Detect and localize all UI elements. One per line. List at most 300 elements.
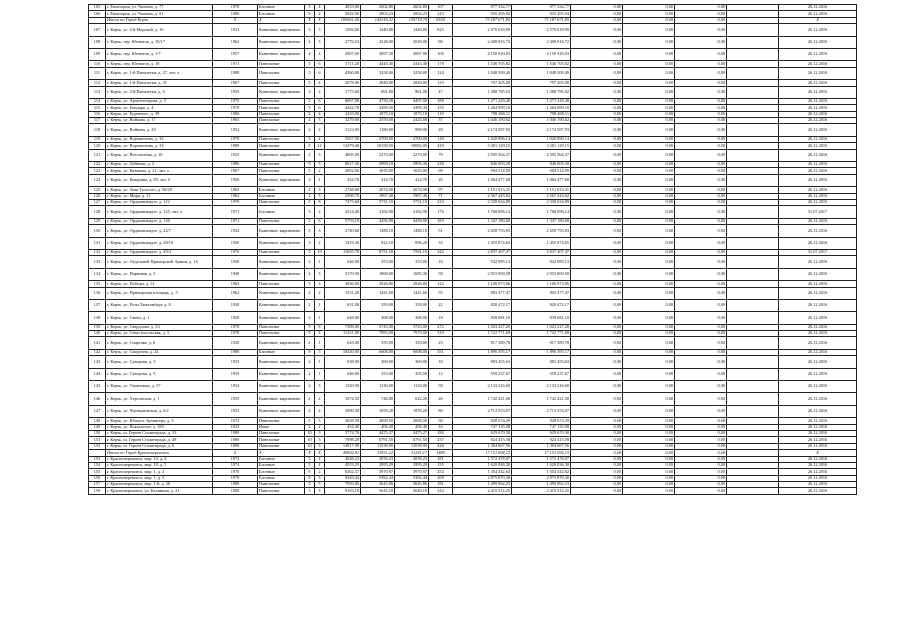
row-number: 149: [89, 424, 106, 430]
date-cell: 26.12.2016: [779, 80, 857, 86]
address-cell: г. Керчь, ул. Сморгина, д. 24: [106, 349, 213, 355]
housing-registry-table: [88, 4, 857, 495]
cost-total-cell: 1 064 477,68: [453, 174, 512, 186]
year-cell: 1934: [213, 225, 258, 237]
table-row: [89, 86, 857, 98]
floors-cell: 9: [305, 469, 315, 475]
entrances-cell: 4: [315, 405, 325, 417]
zero-col-1-cell: 0,00: [571, 11, 623, 17]
total-area-cell: 1775,00: [325, 86, 361, 98]
floors-cell: 2: [305, 256, 315, 268]
entrances-cell: 4: [315, 456, 325, 462]
date-cell: 26.12.2016: [779, 469, 857, 475]
living-area-cell: 3258,00: [361, 67, 395, 79]
wall-material-cell: Блочные: [258, 456, 305, 462]
zero-col-1-cell: 0,00: [571, 199, 623, 205]
address-cell: г. Керчь, ул. Чернышевская, д. 6/2: [106, 405, 213, 417]
residential-area-cell: 31241,17: [395, 450, 429, 456]
residents-cell: 269: [429, 475, 453, 481]
entrances-cell: 4: [315, 5, 325, 11]
zero-col-2-cell: 0,00: [623, 36, 675, 48]
address-cell: г. Керчь, ул. 1-й Пятилетки, д. 31: [106, 80, 213, 86]
address-cell: г. Керчь, пер. Юннатов, д. 10/17: [106, 36, 213, 48]
living-area-cell: 5743,00: [361, 324, 395, 330]
cost-total-cell: 928 674,39: [453, 418, 512, 424]
floors-cell: 5: [305, 218, 315, 224]
residential-area-cell: 6791,50: [395, 437, 429, 443]
floors-cell: 2: [305, 381, 315, 393]
cost-fund-cell: 1 572 478,07: [512, 456, 571, 462]
cost-fund-cell: 2 953 869,58: [512, 268, 571, 280]
residents-cell: 71: [429, 193, 453, 199]
zero-col-2-cell: 0,00: [623, 418, 675, 424]
cost-total-cell: 1 388 785,92: [453, 86, 512, 98]
date-cell: 26.12.2016: [779, 174, 857, 186]
row-number: 127: [89, 199, 106, 205]
zero-col-1-cell: 0,00: [571, 17, 623, 23]
year-cell: 1986: [213, 11, 258, 17]
address-cell: г. Красноперекопск, ул. Калинина, д. 21: [106, 488, 213, 494]
residential-area-cell: 3182,90: [395, 206, 429, 218]
zero-col-2-cell: 0,00: [623, 356, 675, 368]
zero-col-3-cell: 0,00: [675, 337, 727, 349]
zero-col-2-cell: 0,00: [623, 24, 675, 36]
row-number: 117: [89, 118, 106, 124]
cost-total-cell: 942 985,13: [453, 256, 512, 268]
living-area-cell: 6791,50: [361, 437, 395, 443]
table-row: [89, 36, 857, 48]
total-area-cell: 9163,18: [325, 488, 361, 494]
entrances-cell: 1: [315, 299, 325, 311]
address-cell: г. Керчь, ул. Дейнеки, д. 2: [106, 162, 213, 168]
table-row: [89, 368, 857, 380]
zero-col-1-cell: 0,00: [571, 405, 623, 417]
zero-col-3-cell: 0,00: [675, 381, 727, 393]
zero-col-3-cell: 0,00: [675, 430, 727, 436]
floors-cell: 5: [305, 281, 315, 287]
cost-total-cell: 798 468,11: [453, 111, 512, 117]
floors-cell: 5: [305, 249, 315, 255]
year-cell: 1963: [213, 281, 258, 287]
zero-col-2-cell: 0,00: [623, 405, 675, 417]
residential-area-cell: 2995,29: [395, 462, 429, 468]
total-area-cell: 3170,90: [325, 268, 361, 280]
floors-cell: 4: [305, 48, 315, 60]
entrances-cell: 6: [315, 105, 325, 111]
entrances-cell: 3: [315, 268, 325, 280]
wall-material-cell: Каменные, кирпичные: [258, 393, 305, 405]
total-area-cell: 4033,29: [325, 462, 361, 468]
cost-total-cell: 1 499 962,23: [453, 482, 512, 488]
cost-fund-cell: 839 681,10: [512, 312, 571, 324]
row-number: 154: [89, 462, 106, 468]
cost-total-cell: 2 408 816,72: [453, 36, 512, 48]
floors-cell: 5: [305, 136, 315, 142]
row-number: 134: [89, 268, 106, 280]
residential-area-cell: 2049,00: [395, 36, 429, 48]
entrances-cell: 1: [315, 356, 325, 368]
wall-material-cell: Панельные: [258, 111, 305, 117]
zero-col-2-cell: 0,00: [623, 86, 675, 98]
cost-total-cell: 2 330 634,89: [453, 199, 512, 205]
zero-col-3-cell: 0,00: [675, 312, 727, 324]
cost-total-cell: 2 953 869,58: [453, 268, 512, 280]
cost-total-cell: 747 135,08: [453, 424, 512, 430]
table-row: [89, 356, 857, 368]
year-cell: 1967: [213, 168, 258, 174]
residential-area-cell: 1859,20: [395, 405, 429, 417]
residential-area-cell: 896,20: [395, 237, 429, 249]
cost-fund-cell: 797 205,08: [512, 80, 571, 86]
total-area-cell: 3123,00: [325, 124, 361, 136]
total-area-cell: 8617,30: [325, 162, 361, 168]
row-number: 110: [89, 61, 106, 67]
cost-fund-cell: 1 048 509,49: [512, 67, 571, 79]
zero-col-3-cell: 0,00: [675, 488, 727, 494]
residents-cell: 155: [429, 462, 453, 468]
cost-total-cell: 977 334,77: [453, 5, 512, 11]
wall-material-cell: Каменные, кирпичные: [258, 337, 305, 349]
floors-cell: 2: [305, 356, 315, 368]
entrances-cell: 3: [315, 430, 325, 436]
address-cell: г. Керчь, ул. Войкова, д. 29: [106, 124, 213, 136]
residents-cell: 107: [429, 5, 453, 11]
zero-col-1-cell: 0,00: [571, 437, 623, 443]
date-cell: 26.12.2016: [779, 430, 857, 436]
row-number: 128: [89, 206, 106, 218]
cost-fund-cell: 2 408 816,72: [512, 36, 571, 48]
date-cell: 26.12.2016: [779, 331, 857, 337]
zero-col-2-cell: 0,00: [623, 312, 675, 324]
wall-material-cell: Каменные, кирпичные: [258, 24, 305, 36]
living-area-cell: 1488,10: [361, 225, 395, 237]
entrances-cell: 2: [315, 393, 325, 405]
address-cell: г. Керчь, ул. Архитекторова, д. 5: [106, 98, 213, 104]
address-cell: г. Керчь, ул. Бондаря, д. 4: [106, 105, 213, 111]
residents-cell: 122: [429, 281, 453, 287]
address-cell: г. Евпатория, ул. Чапаева, д. 81: [106, 11, 213, 17]
total-area-cell: 638,00: [325, 356, 361, 368]
residential-area-cell: 359,00: [395, 337, 429, 349]
cost-fund-cell: 3 281 129,15: [512, 143, 571, 149]
zero-col-1-cell: 0,00: [571, 67, 623, 79]
living-area-cell: 1180,00: [361, 124, 395, 136]
address-cell: г. Керчь, ул. Суворова, д. 3: [106, 356, 213, 368]
zero-col-1-cell: 0,00: [571, 118, 623, 124]
address-cell: г. Красноперекопск, мкр. 1, д. 5: [106, 475, 213, 481]
total-area-cell: 4033,90: [325, 5, 361, 11]
row-number: 137: [89, 299, 106, 311]
cost-fund-cell: 846 003,30: [512, 162, 571, 168]
residential-area-cell: 159718,70: [395, 17, 429, 23]
zero-col-3-cell: 0,00: [675, 61, 727, 67]
cost-fund-cell: 1 264 999,10: [512, 105, 571, 111]
living-area-cell: 746,80: [361, 393, 395, 405]
zero-col-3-cell: 0,00: [675, 324, 727, 330]
floors-cell: 2: [305, 299, 315, 311]
table-row: [89, 67, 857, 79]
zero-col-1-cell: 0,00: [571, 174, 623, 186]
residential-area-cell: 303,50: [395, 368, 429, 380]
zero-col-2-cell: 0,00: [623, 368, 675, 380]
date-cell: 26.12.2016: [779, 136, 857, 142]
wall-material-cell: Панельные: [258, 430, 305, 436]
year-cell: 1953: [213, 405, 258, 417]
date-cell: 26.12.2016: [779, 11, 857, 17]
total-area-cell: 14917,90: [325, 443, 361, 449]
residents-cell: 155: [429, 105, 453, 111]
row-number: 109: [89, 48, 106, 60]
blank-cell: [727, 405, 779, 417]
row-number: 153: [89, 456, 106, 462]
residents-cell: 254: [429, 469, 453, 475]
cost-total-cell: 1 151 913,31: [453, 187, 512, 193]
date-cell: 26.12.2016: [779, 287, 857, 299]
date-cell: 26.12.2016: [779, 381, 857, 393]
date-cell: 26.12.2016: [779, 437, 857, 443]
entrances-cell: 5: [315, 482, 325, 488]
zero-col-1-cell: 0,00: [571, 418, 623, 424]
residential-area-cell: 2074,90: [395, 187, 429, 193]
zero-col-1-cell: 0,00: [571, 450, 623, 456]
year-cell: 1948: [213, 268, 258, 280]
entrances-cell: 8: [315, 324, 325, 330]
residential-area-cell: 861,00: [395, 86, 429, 98]
year-cell: 1955: [213, 149, 258, 161]
wall-material-cell: Панельные: [258, 249, 305, 255]
zero-col-3-cell: 0,00: [675, 450, 727, 456]
row-number: 129: [89, 218, 106, 224]
year-cell: 1962: [213, 287, 258, 299]
cost-total-cell: 2 133 216,60: [453, 381, 512, 393]
cost-fund-cell: 1 768 096,14: [512, 206, 571, 218]
row-number: 140: [89, 331, 106, 337]
cost-fund-cell: 747 135,08: [512, 424, 571, 430]
cost-total-cell: 1 347 180,60: [453, 218, 512, 224]
cost-fund-cell: 2 595 564,37: [512, 149, 571, 161]
entrances-cell: 2: [315, 287, 325, 299]
year-cell: 1986: [213, 349, 258, 355]
wall-material-cell: Панельные: [258, 80, 305, 86]
wall-material-cell: Каменные, кирпичные: [258, 256, 305, 268]
wall-material-cell: Панельные: [258, 488, 305, 494]
address-cell: г. Керчь, ул. Орджоникидзе, д. 112: [106, 199, 213, 205]
row-number: 148: [89, 418, 106, 424]
cost-fund-cell: 1 020 896,14: [512, 136, 571, 142]
floors-cell: X: [305, 450, 315, 456]
zero-col-1-cell: 0,00: [571, 149, 623, 161]
total-area-cell: 5842,90: [325, 11, 361, 17]
floors-cell: 2: [305, 393, 315, 405]
zero-col-1-cell: 0,00: [571, 312, 623, 324]
entrances-cell: 4: [315, 136, 325, 142]
cost-total-cell: 3 281 129,15: [453, 143, 512, 149]
address-cell: г. Керчь, ул. Свечи, д. 1: [106, 312, 213, 324]
blank-cell: [727, 299, 779, 311]
zero-col-1-cell: 0,00: [571, 187, 623, 193]
date-cell: 26.12.2016: [779, 281, 857, 287]
row-number: 155: [89, 469, 106, 475]
cost-fund-cell: 883 455,63: [512, 356, 571, 368]
total-area-cell: 643,00: [325, 337, 361, 349]
total-area-cell: 2092,00: [325, 168, 361, 174]
zero-col-3-cell: 0,00: [675, 118, 727, 124]
entrances-cell: 3: [315, 225, 325, 237]
year-cell: 1989: [213, 430, 258, 436]
blank-cell: [727, 256, 779, 268]
zero-col-2-cell: 0,00: [623, 443, 675, 449]
residents-cell: 429: [429, 143, 453, 149]
residents-cell: 69: [429, 168, 453, 174]
living-area-cell: 4456,90: [361, 218, 395, 224]
address-cell: г. Керчь, ул. Орджоникидзе, д. 126: [106, 218, 213, 224]
wall-material-cell: Панельные: [258, 324, 305, 330]
zero-col-1-cell: 0,00: [571, 462, 623, 468]
residential-area-cell: 622,20: [395, 393, 429, 405]
document-page: [88, 4, 856, 495]
residential-area-cell: 6608,00: [395, 349, 429, 355]
year-cell: 1972: [213, 456, 258, 462]
living-area-cell: 1959,20: [361, 405, 395, 417]
table-row: [89, 206, 857, 218]
wall-material-cell: Панельные: [258, 67, 305, 79]
blank-cell: [727, 337, 779, 349]
cost-total-cell: 1 264 999,10: [453, 105, 512, 111]
living-area-cell: 5382,44: [361, 475, 395, 481]
zero-col-3-cell: 0,00: [675, 36, 727, 48]
residents-cell: 33: [429, 237, 453, 249]
date-cell: 26.12.2016: [779, 225, 857, 237]
zero-col-1-cell: 0,00: [571, 193, 623, 199]
total-area-cell: 2748,60: [325, 187, 361, 193]
row-number: 108: [89, 36, 106, 48]
floors-cell: 2: [305, 368, 315, 380]
date-cell: 31.07.2017: [779, 206, 857, 218]
wall-material-cell: Каменные, кирпичные: [258, 149, 305, 161]
wall-material-cell: Каменные, кирпичные: [258, 225, 305, 237]
residential-area-cell: 5731,10: [395, 199, 429, 205]
cost-total-cell: 1 046 190,62: [453, 118, 512, 124]
zero-col-3-cell: 0,00: [675, 237, 727, 249]
cost-fund-cell: 1 347 180,60: [512, 218, 571, 224]
living-area-cell: 2279,00: [361, 149, 395, 161]
residential-area-cell: 4456,90: [395, 218, 429, 224]
floors-cell: 5: [305, 324, 315, 330]
zero-col-2-cell: 0,00: [623, 168, 675, 174]
row-number: 132: [89, 249, 106, 255]
wall-material-cell: Панельные: [258, 437, 305, 443]
floors-cell: 5: [305, 168, 315, 174]
floors-cell: 5: [305, 462, 315, 468]
zero-col-3-cell: 0,00: [675, 111, 727, 117]
zero-col-1-cell: 0,00: [571, 237, 623, 249]
blank-cell: [727, 393, 779, 405]
zero-col-3-cell: 0,00: [675, 287, 727, 299]
zero-col-2-cell: 0,00: [623, 237, 675, 249]
address-cell: г. Керчь, ул. Казакова, д. 21, лит. а: [106, 168, 213, 174]
cost-fund-cell: 2 330 634,89: [512, 199, 571, 205]
zero-col-1-cell: 0,00: [571, 36, 623, 48]
date-cell: 26.12.2016: [779, 218, 857, 224]
residents-cell: 18: [429, 356, 453, 368]
entrances-cell: 5: [315, 349, 325, 355]
living-area-cell: 1875,10: [361, 111, 395, 117]
zero-col-2-cell: 0,00: [623, 462, 675, 468]
year-cell: 1986: [213, 162, 258, 168]
year-cell: 1954: [213, 381, 258, 393]
year-cell: 1989: [213, 482, 258, 488]
zero-col-3-cell: 0,00: [675, 149, 727, 161]
table-row: [89, 225, 857, 237]
floors-cell: 9: [305, 162, 315, 168]
cost-fund-cell: 1 455 874,65: [512, 237, 571, 249]
living-area-cell: 1635,00: [361, 168, 395, 174]
floors-cell: 5: [305, 105, 315, 111]
residential-area-cell: 4487,00: [395, 98, 429, 104]
row-number: 144: [89, 368, 106, 380]
residential-area-cell: 3039,23: [395, 456, 429, 462]
residential-area-cell: 5640,18: [395, 488, 429, 494]
zero-col-2-cell: 0,00: [623, 324, 675, 330]
zero-col-3-cell: 0,00: [675, 48, 727, 60]
floors-cell: 2: [305, 149, 315, 161]
wall-material-cell: Каменные, кирпичные: [258, 356, 305, 368]
year-cell: 1971: [213, 206, 258, 218]
zero-col-3-cell: 0,00: [675, 80, 727, 86]
residents-cell: 272: [429, 324, 453, 330]
address-cell: г. Керчь, ул. Ворошилова, д. 32: [106, 136, 213, 142]
address-cell: г. Керчь, ш. Героев Сталинграда, д. 48: [106, 437, 213, 443]
cost-total-cell: 1 048 509,49: [453, 67, 512, 79]
date-cell: 26.12.2016: [779, 443, 857, 449]
date-cell: 26.12.2016: [779, 5, 857, 11]
entrances-cell: 2: [315, 86, 325, 98]
row-number: 107: [89, 24, 106, 36]
cost-fund-cell: 1 354 342,62: [512, 469, 571, 475]
year-cell: 1990: [213, 443, 258, 449]
total-area-cell: 7475,60: [325, 199, 361, 205]
floors-cell: 10: [305, 437, 315, 443]
floors-cell: 2: [305, 424, 315, 430]
zero-col-2-cell: 0,00: [623, 124, 675, 136]
cost-fund-cell: 1 722 771,69: [512, 331, 571, 337]
blank-cell: [727, 149, 779, 161]
living-area-cell: 6608,00: [361, 349, 395, 355]
cost-fund-cell: 935 495,94: [512, 11, 571, 17]
residents-cell: 1489: [429, 450, 453, 456]
address-cell: г. Керчь, ул. Свердлова, д. 33: [106, 324, 213, 330]
total-area-cell: 2598,70: [325, 193, 361, 199]
entrances-cell: 1: [315, 174, 325, 186]
zero-col-1-cell: 0,00: [571, 5, 623, 11]
cost-fund-cell: 4 150 929,03: [512, 48, 571, 60]
entrances-cell: 2: [315, 11, 325, 17]
zero-col-3-cell: 0,00: [675, 443, 727, 449]
wall-material-cell: Панельные: [258, 199, 305, 205]
cost-total-cell: 846 003,30: [453, 162, 512, 168]
blank-cell: [727, 356, 779, 368]
entrances-cell: 2: [315, 237, 325, 249]
cost-fund-cell: 1 271 229,40: [512, 98, 571, 104]
floors-cell: 2: [305, 174, 315, 186]
living-area-cell: 1130,00: [361, 381, 395, 393]
zero-col-3-cell: 0,00: [675, 331, 727, 337]
date-cell: 26.12.2016: [779, 187, 857, 193]
zero-col-1-cell: 0,00: [571, 124, 623, 136]
residential-area-cell: 1130,00: [395, 381, 429, 393]
zero-col-3-cell: 0,00: [675, 256, 727, 268]
wall-material-cell: Панельные: [258, 418, 305, 424]
